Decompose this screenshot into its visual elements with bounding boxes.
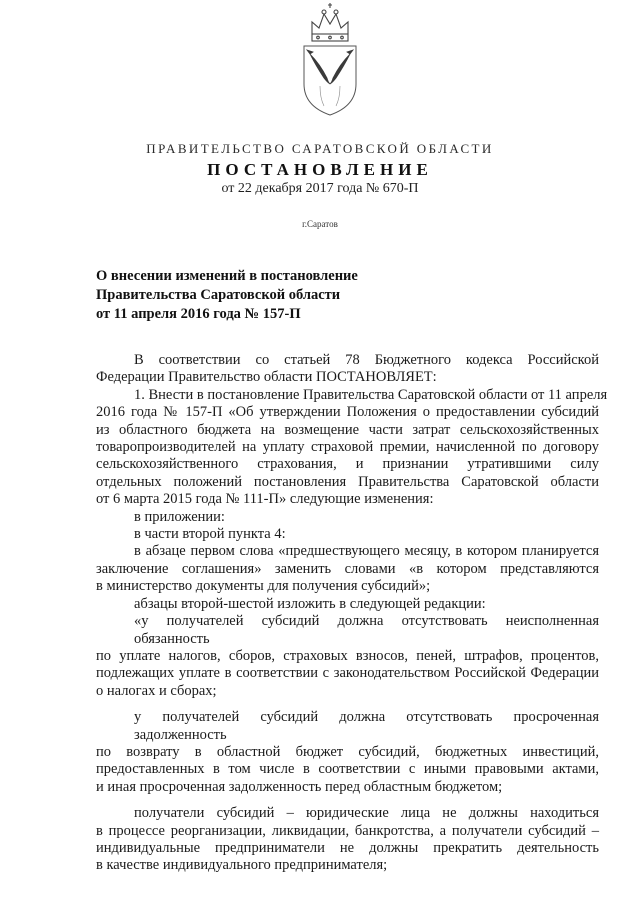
document-body (96, 352, 608, 875)
document-date-number: от 22 декабря 2017 года № 670-П (221, 181, 419, 196)
paragraph-reorganization (96, 805, 599, 875)
paragraph-first-abzac (96, 543, 599, 595)
text-line: индивидуальные предприниматели не должны прекратить деятельность (96, 839, 599, 856)
text-line: предоставленных в том числе в соответствии с иными правовыми актами, (96, 761, 599, 778)
text-line: 1. Внести в постановление Правительства Саратовской области от 11 апреля (134, 386, 608, 403)
text-line: в части второй пункта 4: (134, 526, 286, 543)
paragraph-gap (96, 796, 599, 805)
text-line: по возврату в областной бюджет субсидий, бюджетных инвестиций, (96, 743, 599, 760)
text-line: из областного бюджета на возмещение части затрат сельскохозяйственных (96, 421, 599, 438)
text-line: и иная просроченная задолженность перед областным бюджетом; (96, 778, 503, 795)
paragraph-gap (96, 700, 599, 709)
paragraph-item-1 (96, 386, 608, 509)
text-line: в приложении: (134, 508, 225, 525)
text-line: В соответствии со статьей 78 Бюджетного кодекса Российской (134, 352, 599, 368)
text-line: абзацы второй-шестой изложить в следующей редакции: (134, 595, 486, 612)
paragraph-part-two (96, 526, 599, 543)
text-line: в министерство документы для получения субсидий»; (96, 578, 431, 595)
paragraph-in-appendix (96, 509, 599, 526)
document-city: г.Саратов (302, 219, 338, 229)
document-type-title: ПОСТАНОВЛЕНИЕ (207, 160, 433, 179)
paragraph-overdue-debt (96, 709, 599, 796)
text-line: получатели субсидий – юридические лица не должны находиться (134, 805, 599, 822)
paragraph-new-edition (96, 596, 599, 613)
text-line: в качестве индивидуального предпринимателя; (96, 857, 388, 874)
document-subject (96, 267, 516, 324)
text-line: сельскохозяйственного страхования, и признании утратившими силу (96, 456, 599, 473)
text-line: отдельных положений постановления Правительства Саратовской области (96, 473, 599, 490)
text-line: товаропроизводителей на уплату страховой премии, начисленной по договору (96, 439, 599, 456)
text-line: у получателей субсидий должна отсутствовать просроченная задолженность (134, 709, 599, 743)
text-line: Федерации Правительство области ПОСТАНОВЛЯЕТ: (96, 369, 437, 386)
text-line: по уплате налогов, сборов, страховых взносов, пеней, штрафов, процентов, (96, 647, 599, 664)
saratov-coat-of-arms-emblem (290, 2, 370, 118)
subject-line: Правительства Саратовской области (96, 287, 341, 303)
text-line: в процессе реорганизации, ликвидации, банкротства, а получатели субсидий – (96, 822, 599, 839)
text-line: «у получателей субсидий должна отсутствовать неисполненная обязанность (134, 613, 599, 647)
text-line: в абзаце первом слова «предшествующего месяцу, в котором планируется (134, 543, 599, 560)
text-line: подлежащих уплате в соответствии с законодательством Российской Федерации (96, 665, 599, 682)
text-line: от 6 марта 2015 года № 111-П» следующие изменения: (96, 491, 434, 508)
paragraph-tax-obligation (96, 613, 599, 700)
subject-line: от 11 апреля 2016 года № 157-П (96, 306, 301, 322)
subject-line: О внесении изменений в постановление (96, 268, 358, 284)
government-name: ПРАВИТЕЛЬСТВО САРАТОВСКОЙ ОБЛАСТИ (146, 141, 494, 156)
paragraph-preamble (96, 352, 599, 387)
text-line: 2016 года № 157-П «Об утверждении Положения о предоставлении субсидий (96, 404, 599, 421)
text-line: о налогах и сборах; (96, 682, 217, 699)
text-line: заключение соглашения» заменить словами «в котором представляются (96, 560, 599, 577)
